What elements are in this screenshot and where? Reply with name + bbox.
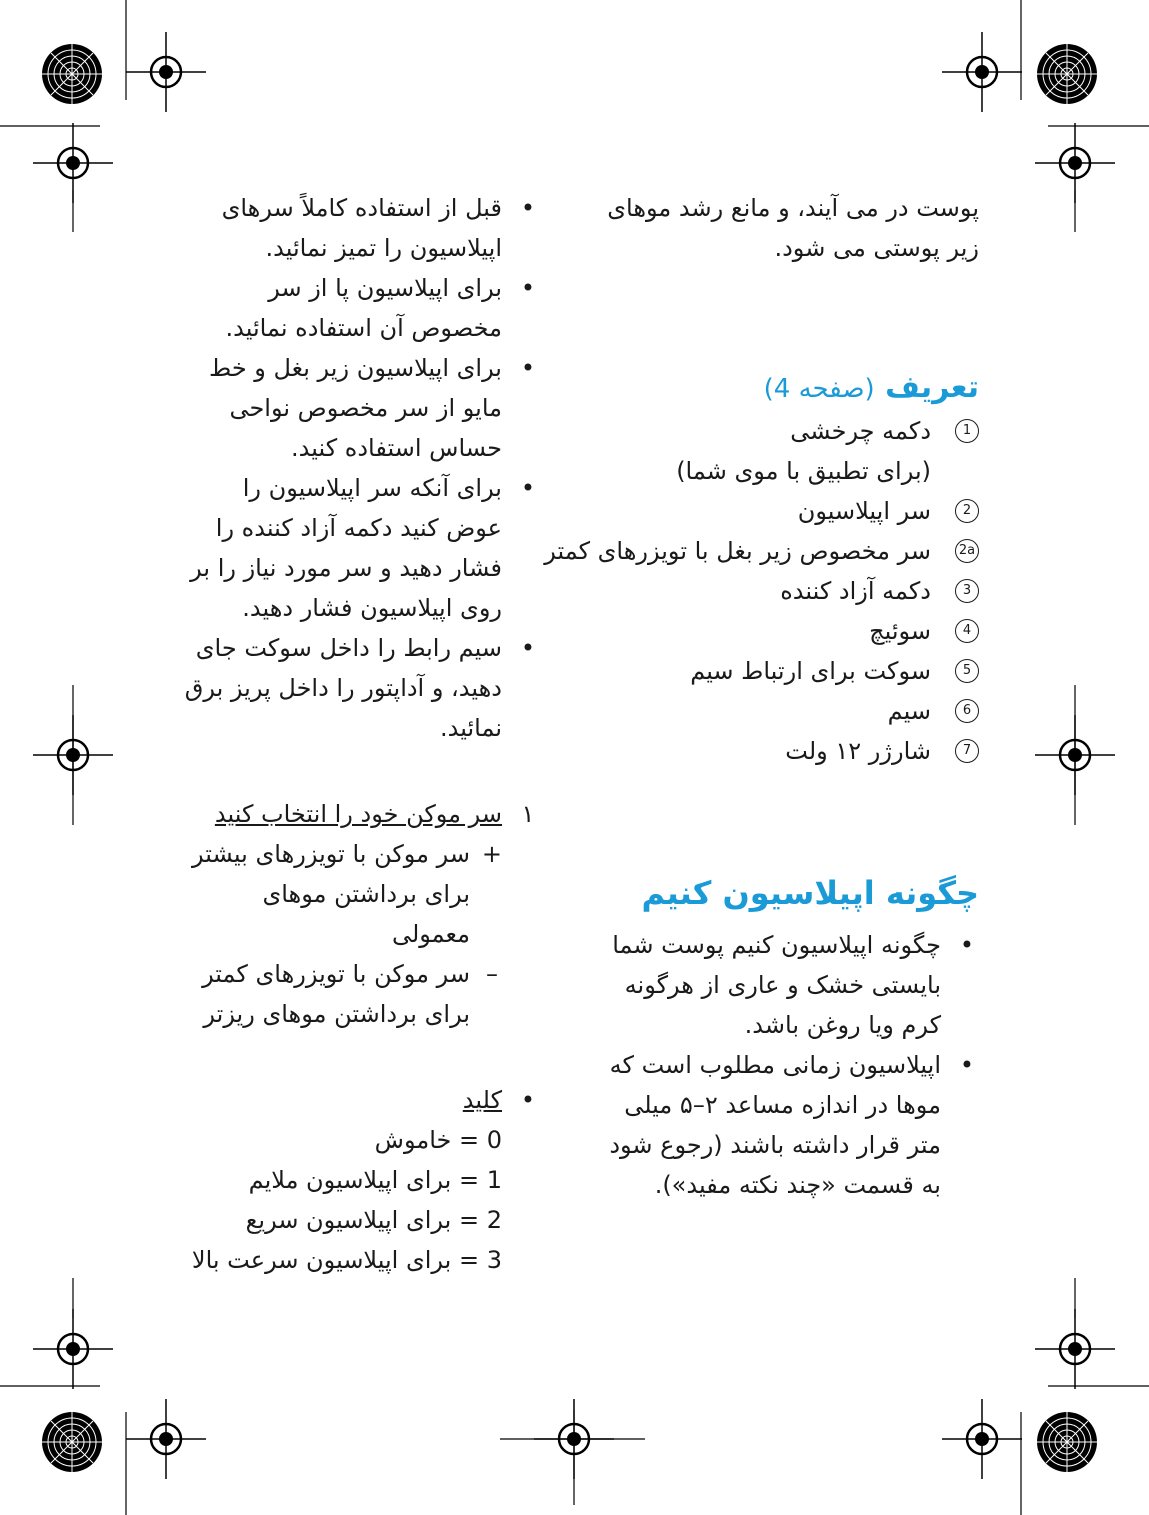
- head-option-text: سر موکن با تویزرهای کمتر برای برداشتن موهای ریزتر: [202, 960, 470, 1028]
- instruction-item: [180, 468, 540, 628]
- bullet-icon: •: [520, 274, 536, 302]
- step-number: ۱: [521, 800, 535, 828]
- part-item: [593, 491, 979, 531]
- step-title: سر موکن خود را انتخاب کنید: [214, 800, 502, 828]
- instruction-item: [180, 348, 540, 468]
- part-item: [544, 531, 979, 571]
- switch-setting: 2 = برای اپیلاسیون سریع: [245, 1206, 502, 1234]
- instruction-text: برای آنکه سر اپیلاسیون را عوض کنید دکمه آزاد کننده را فشار دهید و سر مورد نیاز را بر روی اپیلاسیون فشار دهید.: [190, 474, 502, 622]
- part-item: [593, 651, 979, 691]
- howto-heading: چگونه اپیلاسیون کنیم: [641, 874, 979, 912]
- part-label: سر اپیلاسیون: [797, 497, 931, 525]
- right-column: [544, 188, 979, 1205]
- howto-item: [593, 925, 979, 1045]
- instruction-text: برای اپیلاسیون پا از سر مخصوص آن استفاده نمائید.: [225, 274, 502, 342]
- instruction-text: برای اپیلاسیون زیر بغل و خط مایو از سر مخصوص نواحی حساس استفاده کنید.: [209, 354, 502, 462]
- definitions-heading: [593, 366, 979, 411]
- part-label: دکمه چرخشی: [790, 417, 931, 445]
- part-number-badge: 1: [955, 419, 979, 443]
- definitions-page-ref: (صفحه 4): [763, 374, 875, 404]
- howto-text: چگونه اپیلاسیون کنیم پوست شما بایستی خشک و عاری از هرگونه کرم ویا روغن باشد.: [612, 931, 941, 1039]
- bullet-icon: •: [520, 634, 536, 662]
- intro-text: پوست در می آیند، و مانع رشد موهای زیر پوستی می شود.: [607, 194, 979, 262]
- switch-setting: 1 = برای اپیلاسیون ملایم: [248, 1166, 502, 1194]
- parts-list: [544, 411, 979, 771]
- switch-settings-list: [180, 1120, 540, 1280]
- part-label: دکمه آزاد کننده: [780, 577, 931, 605]
- part-number-badge: 7: [955, 739, 979, 763]
- part-number-badge: 6: [955, 699, 979, 723]
- part-label: سوئیچ: [869, 617, 931, 645]
- part-item: [593, 611, 979, 651]
- part-number-badge: 2: [955, 499, 979, 523]
- head-option-text: سر موکن با تویزرهای بیشتر برای برداشتن موهای معمولی: [192, 840, 470, 948]
- instruction-item: [180, 628, 540, 748]
- part-label-cont: (برای تطبیق با موی شما): [676, 457, 931, 485]
- part-number-badge: 2a: [955, 539, 979, 563]
- part-number-badge: 5: [955, 659, 979, 683]
- part-number-badge: 3: [955, 579, 979, 603]
- bullet-icon: •: [959, 1051, 975, 1079]
- part-item-continuation: [593, 451, 979, 491]
- part-item: [593, 571, 979, 611]
- part-item: [593, 731, 979, 771]
- definitions-title: تعریف: [885, 370, 979, 405]
- part-item: [593, 691, 979, 731]
- head-option: [180, 834, 540, 954]
- head-options-list: [180, 834, 540, 1034]
- instruction-item: [180, 188, 540, 268]
- part-number-badge: 4: [955, 619, 979, 643]
- part-item: [593, 411, 979, 451]
- howto-item: [593, 1045, 979, 1205]
- bullet-icon: •: [520, 1086, 536, 1114]
- instruction-text: قبل از استفاده کاملاً سرهای اپیلاسیون را تمیز نمائید.: [221, 194, 502, 262]
- bullet-icon: •: [520, 474, 536, 502]
- part-label: سر مخصوص زیر بغل با تویزرهای کمتر: [544, 537, 931, 565]
- switch-setting: 3 = برای اپیلاسیون سرعت بالا: [191, 1246, 502, 1274]
- bullet-icon: •: [520, 194, 536, 222]
- switch-setting: 0 = خاموش: [374, 1126, 502, 1154]
- instruction-item: [180, 268, 540, 348]
- step-1: [180, 794, 540, 834]
- head-option: [180, 954, 540, 1034]
- part-label: شارژر ۱۲ ولت: [785, 737, 931, 765]
- howto-text: اپیلاسیون زمانی مطلوب است که موها در اندازه مساعد ۲–۵ میلی متر قرار داشته باشند (رجوع شود به قسمت «چند نکته مفید»).: [609, 1051, 941, 1199]
- bullet-icon: •: [959, 931, 975, 959]
- left-column: [180, 188, 540, 1280]
- minus-icon: –: [486, 960, 498, 988]
- instructions-list: [180, 188, 540, 748]
- part-label: سوکت برای ارتباط سیم: [690, 657, 931, 685]
- bullet-icon: •: [520, 354, 536, 382]
- switch-section: [180, 1080, 540, 1120]
- howto-list: [593, 925, 979, 1205]
- plus-icon: +: [481, 840, 502, 868]
- instruction-text: سیم رابط را داخل سوکت جای دهید، و آداپتور را داخل پریز برق نمائید.: [184, 634, 502, 742]
- switch-title: کلید: [462, 1086, 502, 1114]
- part-label: سیم: [887, 697, 931, 725]
